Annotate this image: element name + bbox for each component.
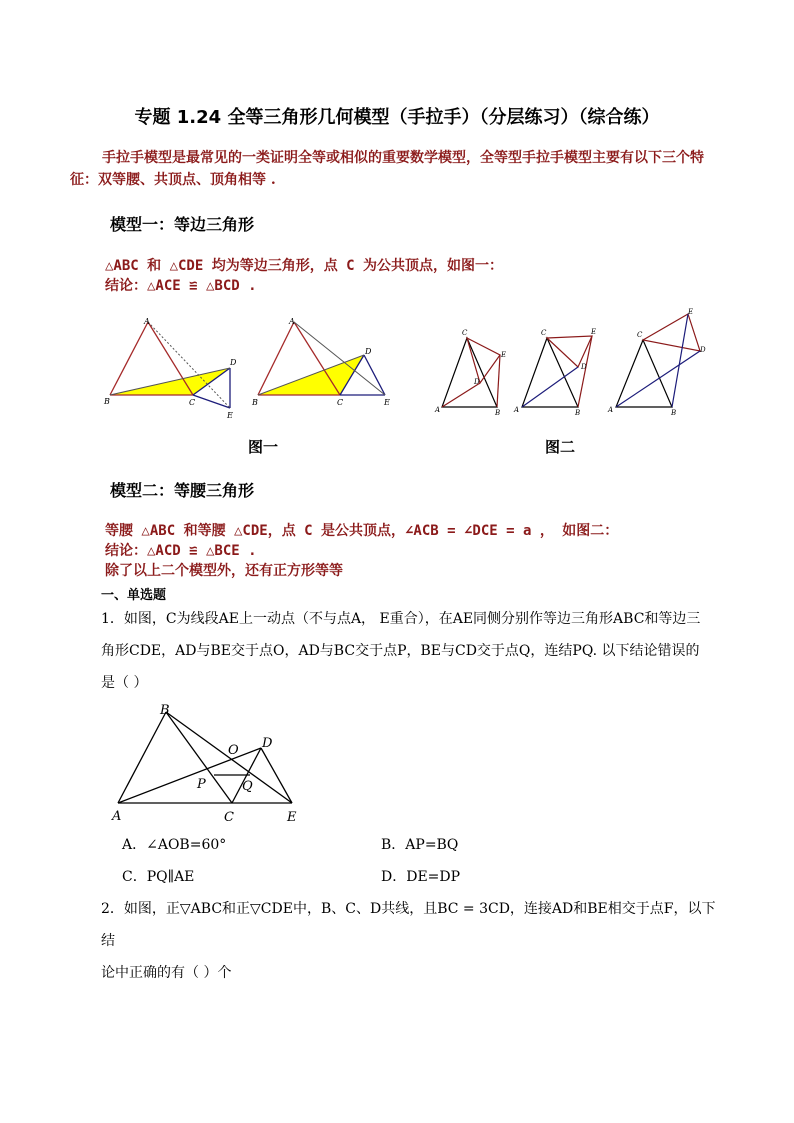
- fig2b-label-b: B: [575, 409, 581, 417]
- fig2b-label-a: A: [514, 406, 520, 414]
- fig1-label-e1: E: [227, 411, 233, 420]
- model2-line1: 等腰 △ABC 和等腰 △CDE，点 C 是公共顶点，∠ACB = ∠DCE = a ， 如图二：: [105, 523, 619, 539]
- fig2c-label-d: D: [700, 346, 706, 354]
- q1-label-e: E: [287, 810, 297, 825]
- q1-label-d: D: [262, 736, 273, 751]
- fig2b-label-c: C: [541, 329, 547, 337]
- fig2-a: [434, 329, 506, 417]
- fig1-label-a2: A: [289, 317, 295, 326]
- fig1-label-e2: E: [384, 398, 390, 407]
- fig1-label-a1: A: [144, 317, 150, 326]
- q1-line3: 是（ ）: [101, 675, 148, 691]
- q1-option-a[interactable]: A．∠AOB=60°: [122, 837, 227, 853]
- fig1-label-b2: B: [252, 398, 258, 407]
- fig1-label-c2: C: [337, 398, 344, 407]
- fig2b-label-e: E: [591, 328, 597, 336]
- q1-label-o: O: [228, 743, 239, 758]
- fig1-label-b1: B: [104, 397, 110, 406]
- question-1: [101, 603, 727, 699]
- section-heading: 一、单选题: [101, 588, 167, 603]
- q1-label-c: C: [224, 810, 234, 825]
- fig2a-label-a: A: [435, 406, 441, 414]
- fig1-label-c1: C: [189, 398, 196, 407]
- fig2c-label-a: A: [608, 406, 614, 414]
- model1-heading: 模型一：等边三角形: [110, 215, 255, 234]
- fig2c-label-e: E: [688, 308, 694, 316]
- q1-option-c[interactable]: C．PQ∥AE: [122, 869, 195, 885]
- figure-2: [430, 305, 720, 420]
- q2-line1: 2．如图，正▽ABC和正▽CDE中，B、C、D共线，且BC = 3CD，连接AD和BE相交于点F，以下结: [101, 901, 716, 949]
- figure-1-caption: 图一: [248, 438, 279, 456]
- model2-heading: 模型二：等腰三角形: [110, 481, 255, 500]
- intro-paragraph: [70, 147, 730, 191]
- intro-text: 手拉手模型是最常见的一类证明全等或相似的重要数学模型，全等型手拉手模型主要有以下三个特征：双等腰、共顶点、顶角相等 .: [70, 150, 704, 188]
- fig2a-label-b: B: [495, 409, 501, 417]
- figure-2-caption: 图二: [545, 438, 576, 456]
- q1-line1: 1．如图，C为线段AE上一动点（不与点A， E重合），在AE同侧分别作等边三角形ABC和等边三: [101, 611, 701, 627]
- question-2: [101, 893, 727, 989]
- fig2c-label-c: C: [637, 331, 643, 339]
- q1-label-q: Q: [242, 779, 253, 794]
- model1-line2: 结论：△ACE ≌ △BCD .: [105, 278, 257, 294]
- q2-line2: 论中正确的有（ ）个: [101, 965, 232, 981]
- fig1-label-d2: D: [365, 347, 372, 356]
- q1-option-d[interactable]: D．DE=DP: [381, 869, 461, 885]
- q1-label-p: P: [197, 777, 206, 792]
- q1-label-b: B: [160, 703, 170, 718]
- model2-line3: 除了以上二个模型外，还有正方形等等: [105, 563, 343, 579]
- fig2a-label-c: C: [462, 329, 468, 337]
- fig2a-label-e: E: [501, 351, 507, 359]
- model1-line1: △ABC 和 △CDE 均为等边三角形，点 C 为公共顶点，如图一：: [105, 258, 504, 274]
- q1-line2: 角形CDE，AD与BE交于点O，AD与BC交于点P，BE与CD交于点Q，连结PQ. 以下结论错误的: [101, 643, 700, 659]
- q1-label-a: A: [112, 809, 122, 824]
- fig2b-label-d: D: [581, 363, 587, 371]
- fig2c-label-b: B: [671, 409, 677, 417]
- fig2a-label-d: D: [474, 378, 480, 386]
- fig2-c: [607, 308, 706, 417]
- model2-line2: 结论：△ACD ≌ △BCE .: [105, 543, 257, 559]
- fig1-left: [103, 317, 237, 420]
- question-1-figure: [108, 700, 308, 825]
- fig1-label-d1: D: [230, 358, 237, 367]
- q1-option-b[interactable]: B．AP=BQ: [381, 837, 459, 853]
- fig2-b: [513, 328, 596, 417]
- page-title: 专题 1.24 全等三角形几何模型（手拉手）（分层练习）（综合练）: [134, 107, 660, 128]
- figure-1: [100, 312, 400, 422]
- fig1-right: [251, 317, 390, 407]
